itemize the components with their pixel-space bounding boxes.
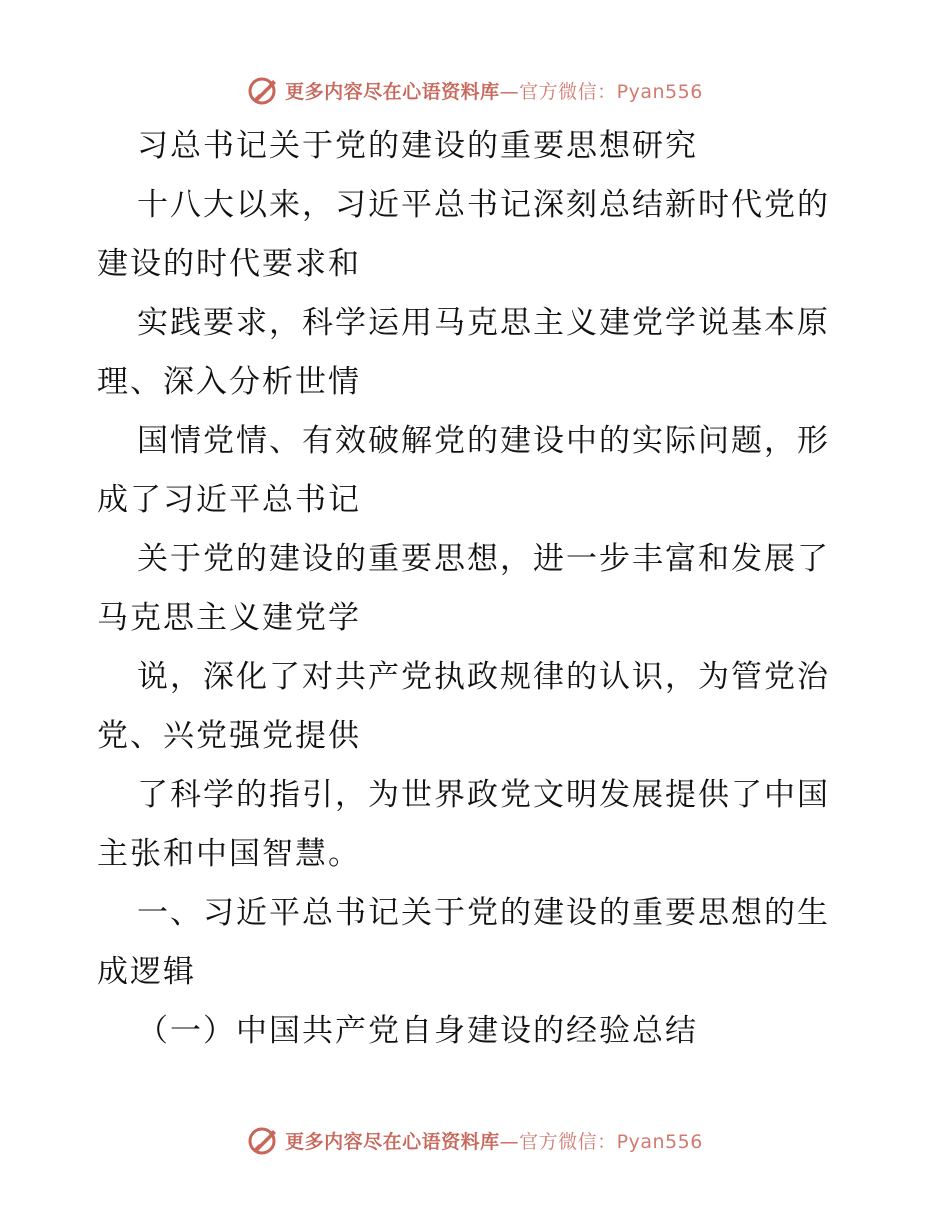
watermark-main: 更多内容尽在心语资料库: [285, 1130, 500, 1153]
watermark-contact: 官方微信：Pyan556: [519, 1130, 703, 1153]
watermark-contact: 官方微信：Pyan556: [519, 80, 703, 103]
paragraph-line: 十八大以来，习近平总书记深刻总结新时代党的: [137, 187, 830, 223]
paragraph-line: 了科学的指引，为世界政党文明发展提供了中国: [137, 777, 830, 813]
paragraph-line: 国情党情、有效破解党的建设中的实际问题，形: [137, 423, 830, 459]
section-heading: 一、习近平总书记关于党的建设的重要思想的生: [137, 895, 830, 931]
paragraph-line: 理、深入分析世情: [97, 364, 361, 400]
header-watermark: [0, 70, 950, 110]
paragraph-line: 成了习近平总书记: [97, 482, 361, 518]
quill-seal-icon: [247, 1124, 279, 1156]
subsection-heading: （一）中国共产党自身建设的经验总结: [137, 1013, 698, 1049]
footer-watermark: [0, 1120, 950, 1160]
quill-seal-icon: [247, 74, 279, 106]
document-title: 习总书记关于党的建设的重要思想研究: [137, 128, 698, 164]
paragraph-line: 实践要求，科学运用马克思主义建党学说基本原: [137, 305, 830, 341]
paragraph-line: 关于党的建设的重要思想，进一步丰富和发展了: [137, 541, 830, 577]
paragraph-line: 党、兴党强党提供: [97, 718, 361, 754]
watermark-text: [285, 77, 703, 104]
watermark-main: 更多内容尽在心语资料库: [285, 80, 500, 103]
paragraph-line: 建设的时代要求和: [97, 246, 361, 282]
paragraph-line: 说，深化了对共产党执政规律的认识，为管党治: [137, 659, 830, 695]
section-heading-continued: 成逻辑: [97, 954, 196, 990]
watermark-dash: —: [499, 1130, 520, 1153]
paragraph-line: 主张和中国智慧。: [97, 836, 361, 872]
paragraph-line: 马克思主义建党学: [97, 600, 361, 636]
watermark-dash: —: [499, 80, 520, 103]
watermark-text: [285, 1127, 703, 1154]
